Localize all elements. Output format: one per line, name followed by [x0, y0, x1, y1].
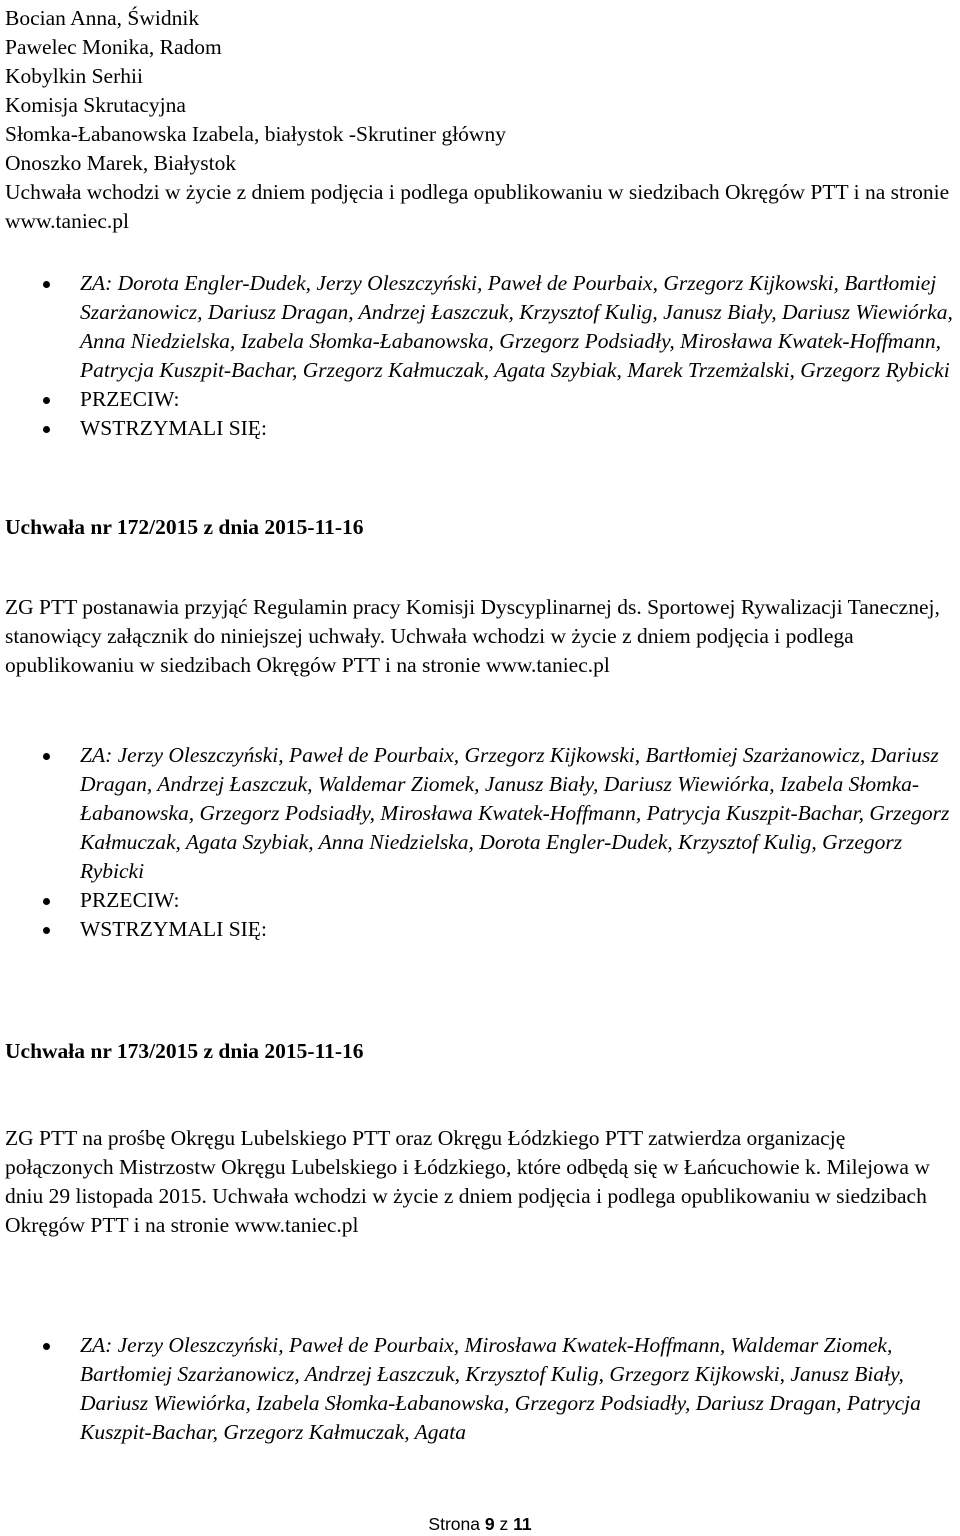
vote-przeciw-item — [40, 385, 960, 414]
header-line: Uchwała wchodzi w życie z dniem podjęcia i podlega opublikowaniu w siedzibach Okręgów PTT i na stronie www.taniec.pl — [5, 180, 950, 233]
vote-za-text: ZA: Jerzy Oleszczyński, Paweł de Pourbaix, Grzegorz Kijkowski, Bartłomiej Szarżanowicz, Dariusz Dragan, Andrzej Łaszczuk, Waldemar Ziomek, Janusz Biały, Dariusz Wiewiórka, Izabela Słomka-Łabanowska, Grzegorz Podsiadły, Mirosława Kwatek-Hoffmann, Patrycja Kuszpit-Bachar, Grzegorz Kałmuczak, Agata Szybiak, Anna Niedzielska, Dorota Engler-Dudek, Krzysztof Kulig, Grzegorz Rybicki — [80, 743, 950, 883]
resolution-172-text — [5, 593, 955, 680]
footer-page-number: 9 — [484, 1514, 495, 1534]
vote-wstrzymali-item — [40, 414, 960, 443]
vote-za-item — [40, 1331, 960, 1447]
bullet-icon — [43, 426, 50, 433]
vote-list-1 — [40, 269, 960, 443]
footer-separator: z — [499, 1514, 509, 1534]
vote-za-item — [40, 741, 960, 886]
header-block — [5, 4, 955, 236]
footer-prefix: Strona — [428, 1514, 480, 1534]
vote-list-173 — [40, 1331, 960, 1447]
vote-przeciw-text: PRZECIW: — [80, 387, 180, 411]
header-line: Pawelec Monika, Radom — [5, 35, 222, 59]
header-line: Kobylkin Serhii — [5, 64, 143, 88]
vote-za-text: ZA: Jerzy Oleszczyński, Paweł de Pourbaix, Mirosława Kwatek-Hoffmann, Waldemar Ziomek, Bartłomiej Szarżanowicz, Andrzej Łaszczuk, Krzysztof Kulig, Grzegorz Kijkowski, Janusz Biały, Dariusz Wiewiórka, Izabela Słomka-Łabanowska, Grzegorz Podsiadły, Dariusz Dragan, Patrycja Kuszpit-Bachar, Grzegorz Kałmuczak, Agata — [80, 1333, 921, 1444]
resolution-173-heading: Uchwała nr 173/2015 z dnia 2015-11-16 — [5, 1039, 364, 1063]
bullet-icon — [43, 1343, 50, 1350]
vote-za-item — [40, 269, 960, 385]
header-line: Bocian Anna, Świdnik — [5, 6, 200, 30]
header-line: Komisja Skrutacyjna — [5, 93, 186, 117]
bullet-icon — [43, 927, 50, 934]
vote-wstrzymali-item — [40, 915, 960, 944]
bullet-icon — [43, 898, 50, 905]
vote-przeciw-item — [40, 886, 960, 915]
vote-wstrzymali-text: WSTRZYMALI SIĘ: — [80, 917, 267, 941]
vote-za-text: ZA: Dorota Engler-Dudek, Jerzy Oleszczyński, Paweł de Pourbaix, Grzegorz Kijkowski, Bartłomiej Szarżanowicz, Dariusz Dragan, Andrzej Łaszczuk, Krzysztof Kulig, Janusz Biały, Dariusz Wiewiórka, Anna Niedzielska, Izabela Słomka-Łabanowska, Grzegorz Podsiadły, Mirosława Kwatek-Hoffmann, Patrycja Kuszpit-Bachar, Grzegorz Kałmuczak, Agata Szybiak, Marek Trzemżalski, Grzegorz Rybicki — [80, 271, 953, 382]
page-footer — [0, 1514, 960, 1535]
resolution-173-body: ZG PTT na prośbę Okręgu Lubelskiego PTT oraz Okręgu Łódzkiego PTT zatwierdza organizację połączonych Mistrzostw Okręgu Lubelskiego i Łódzkiego, które odbędą się w Łańcuchowie k. Milejowa w dniu 29 listopada 2015. Uchwała wchodzi w życie z dniem podjęcia i podlega opublikowaniu w siedzibach Okręgów PTT i na stronie www.taniec.pl — [5, 1126, 930, 1237]
vote-przeciw-text: PRZECIW: — [80, 888, 180, 912]
footer-total-pages: 11 — [513, 1514, 532, 1534]
resolution-173-text — [5, 1124, 955, 1240]
bullet-icon — [43, 397, 50, 404]
vote-wstrzymali-text: WSTRZYMALI SIĘ: — [80, 416, 267, 440]
header-line: Onoszko Marek, Białystok — [5, 151, 237, 175]
header-line: Słomka-Łabanowska Izabela, białystok -Skrutiner główny — [5, 122, 506, 146]
resolution-172-heading: Uchwała nr 172/2015 z dnia 2015-11-16 — [5, 515, 364, 539]
bullet-icon — [43, 281, 50, 288]
resolution-172-body: ZG PTT postanawia przyjąć Regulamin pracy Komisji Dyscyplinarnej ds. Sportowej Rywalizacji Tanecznej, stanowiący załącznik do niniejszej uchwały. Uchwała wchodzi w życie z dniem podjęcia i podlega opublikowaniu w siedzibach Okręgów PTT i na stronie www.taniec.pl — [5, 595, 940, 677]
bullet-icon — [43, 753, 50, 760]
vote-list-172 — [40, 741, 960, 944]
